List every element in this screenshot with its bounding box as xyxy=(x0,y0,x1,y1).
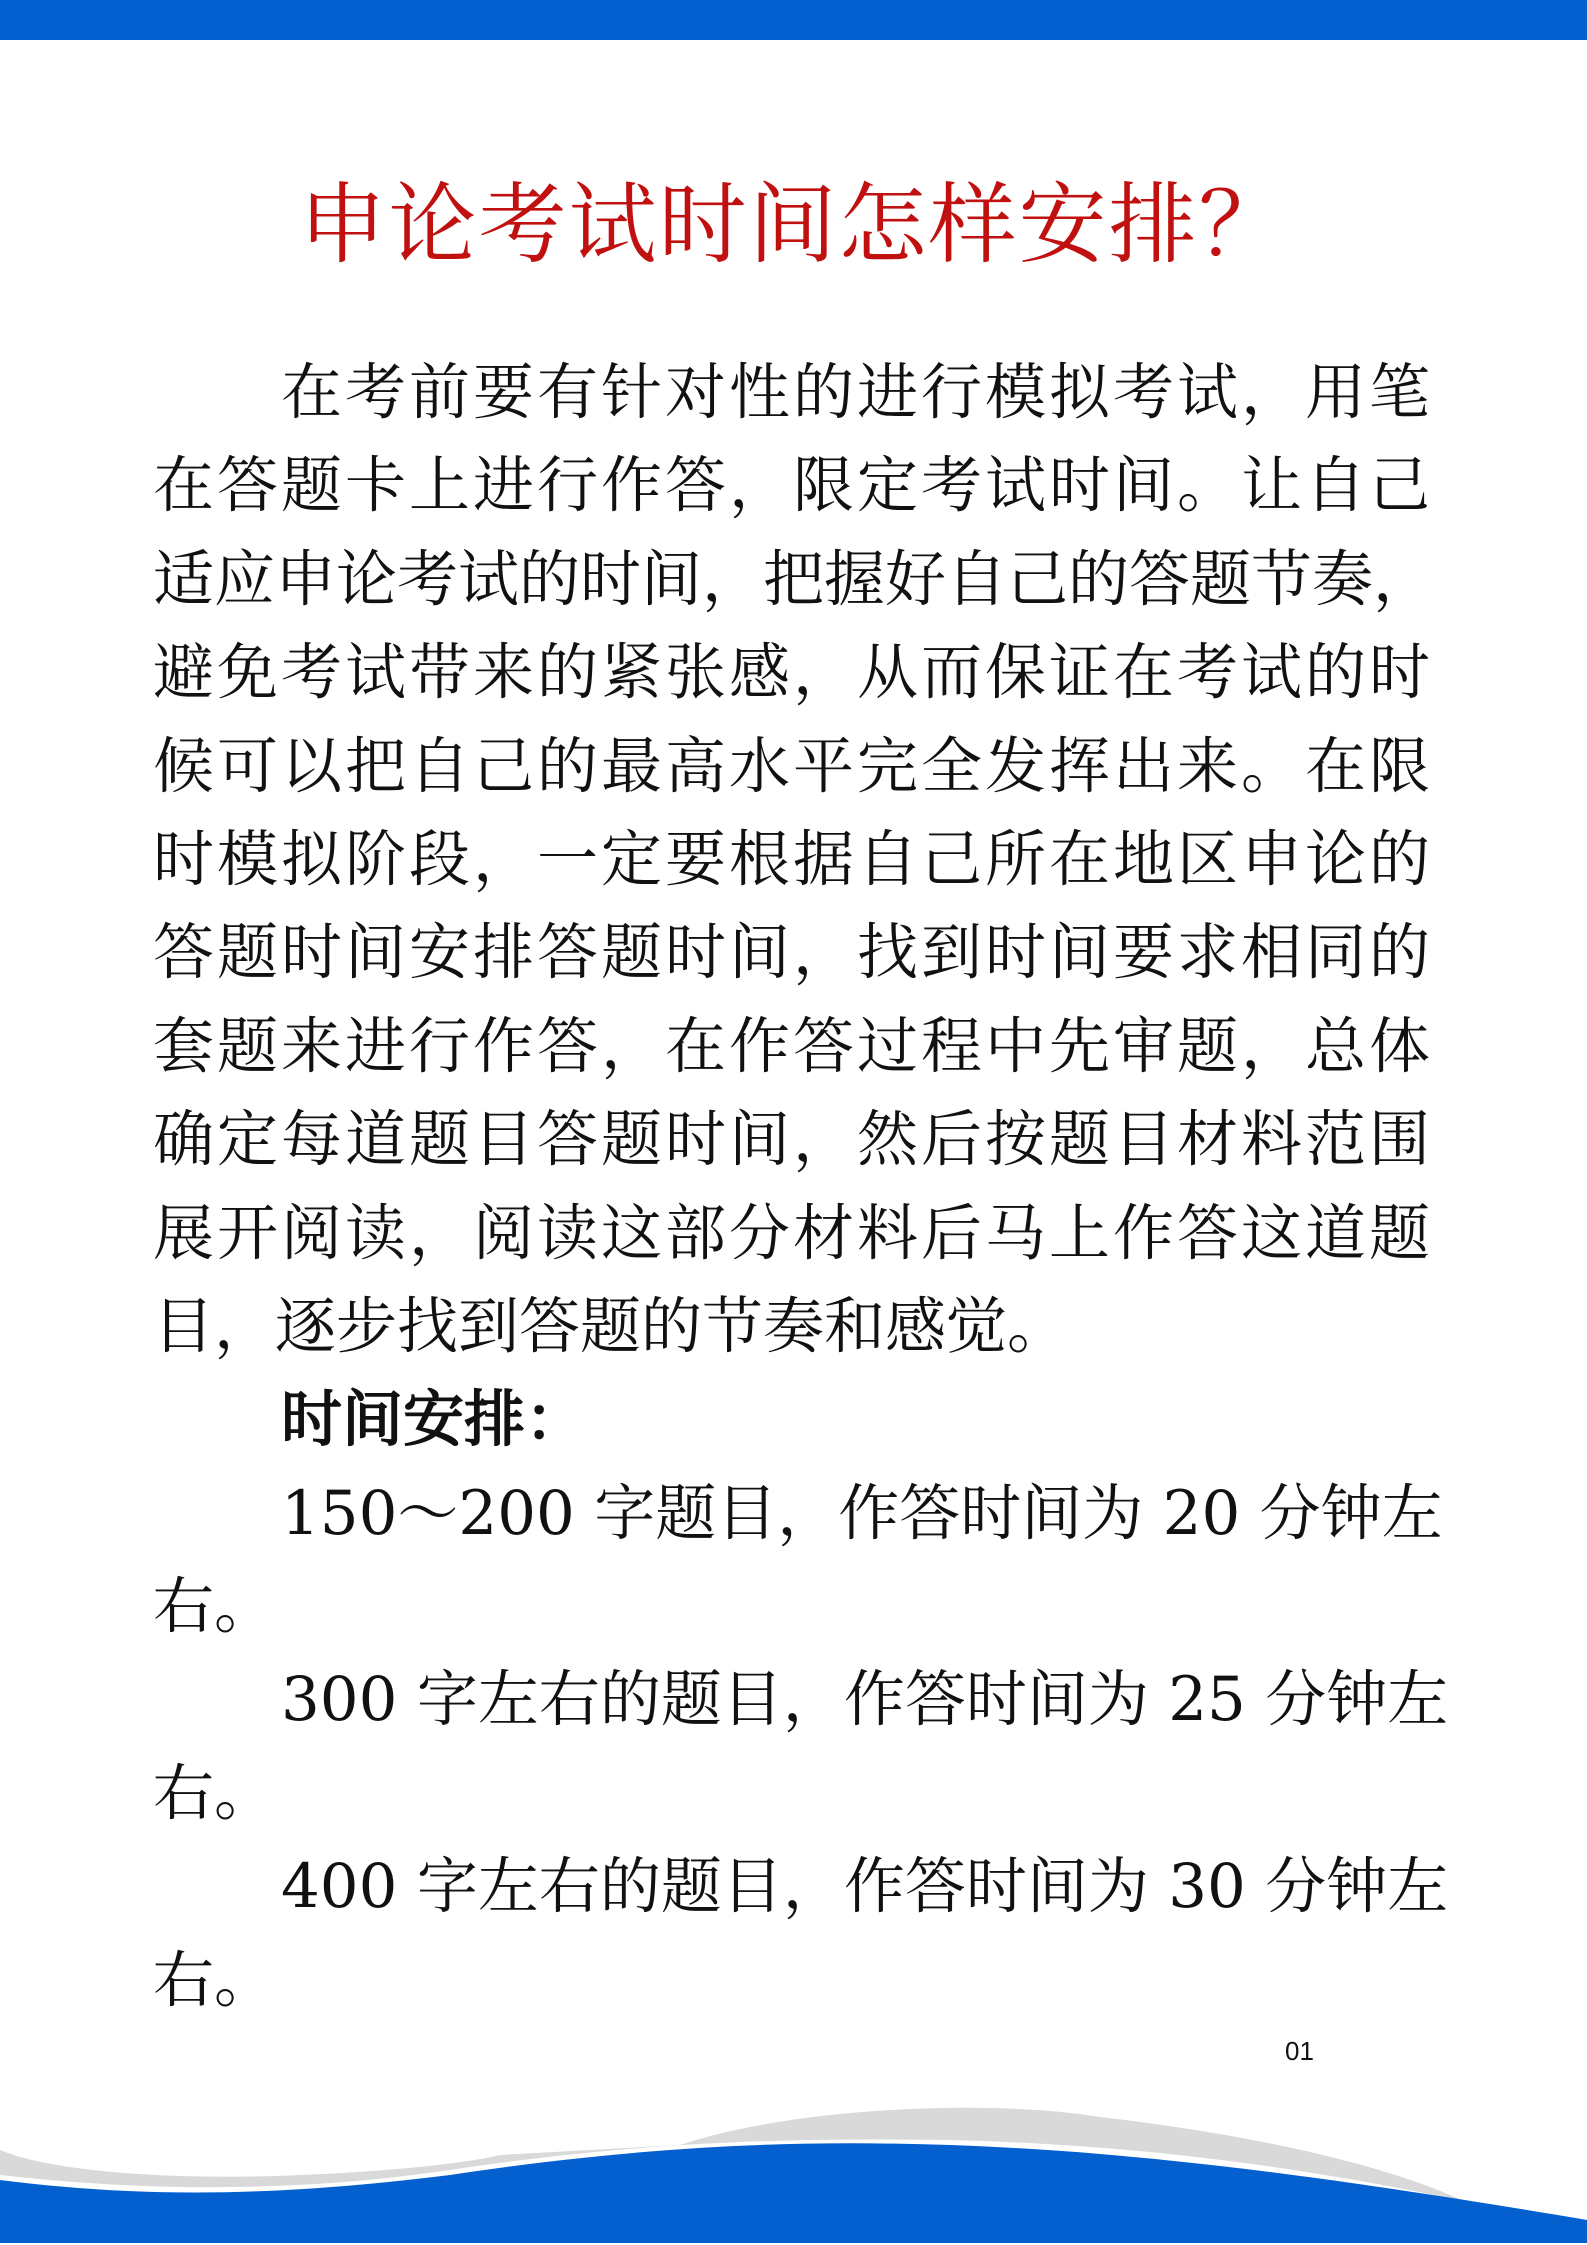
page-title: 申论考试时间怎样安排？ xyxy=(298,173,1289,276)
footer-wave-decoration xyxy=(0,2100,1587,2245)
text-line: 300 字左右的题目，作答时间为 25 分钟左 xyxy=(281,1664,1449,1736)
text-line: 右。 xyxy=(153,1571,276,1643)
text-line: 400 字左右的题目，作答时间为 30 分钟左 xyxy=(281,1851,1449,1923)
page-number: 01 xyxy=(1285,2036,1314,2066)
text-line: 右。 xyxy=(153,1757,276,1829)
top-blue-bar xyxy=(0,0,1587,40)
text-line: 套题来进行作答，在作答过程中先审题，总体 xyxy=(153,1010,1430,1082)
text-line: 避免考试带来的紧张感，从而保证在考试的时 xyxy=(153,637,1430,709)
text-line: 150～200 字题目，作答时间为 20 分钟左 xyxy=(281,1477,1443,1549)
text-line: 适应申论考试的时间，把握好自己的答题节奏， xyxy=(153,543,1435,615)
text-line: 目，逐步找到答题的节奏和感觉。 xyxy=(153,1290,1069,1362)
text-line: 确定每道题目答题时间，然后按题目材料范围 xyxy=(153,1104,1430,1176)
body-text xyxy=(153,346,1449,2027)
text-line: 右。 xyxy=(153,1944,276,2016)
blue-wave xyxy=(0,2143,1587,2243)
text-line: 答题时间安排答题时间，找到时间要求相同的 xyxy=(153,917,1430,989)
text-line: 在答题卡上进行作答，限定考试时间。让自己 xyxy=(153,450,1430,522)
text-line: 候可以把自己的最高水平完全发挥出来。在限 xyxy=(153,730,1430,802)
text-line: 时模拟阶段，一定要根据自己所在地区申论的 xyxy=(153,823,1430,895)
section-heading: 时间安排： xyxy=(281,1384,587,1456)
text-line: 在考前要有针对性的进行模拟考试，用笔 xyxy=(281,357,1430,428)
text-line: 展开阅读，阅读这部分材料后马上作答这道题 xyxy=(153,1197,1430,1269)
